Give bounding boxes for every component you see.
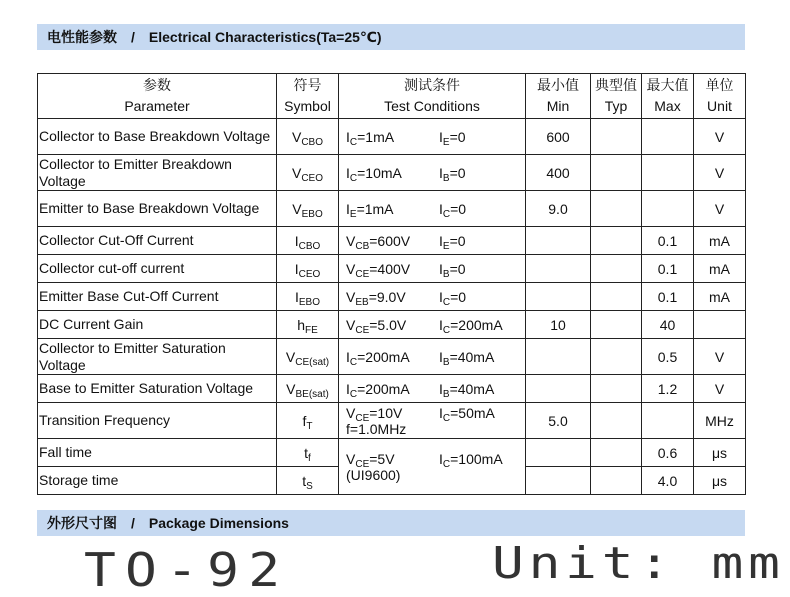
condition-subscript: CB [355, 240, 370, 252]
condition-1 [346, 380, 439, 400]
table-row [38, 155, 746, 191]
condition-symbol: V [346, 404, 356, 421]
parameter-cell: Collector to Emitter Saturation Voltage [38, 339, 277, 375]
condition-value: =9.0V [368, 288, 406, 305]
parameter-cell: Storage time [38, 467, 277, 495]
table-row [38, 403, 746, 439]
condition-subscript: C [442, 458, 451, 470]
parameter-cell: Collector to Emitter Breakdown Voltage [38, 155, 277, 191]
symbol-subscript: f [308, 452, 311, 464]
max-cell: 0.6 [642, 439, 694, 467]
condition-cell [339, 375, 526, 403]
parameter-cell: Emitter Base Cut-Off Current [38, 283, 277, 311]
column-header-en: Parameter [124, 98, 190, 114]
column-header-cn: 最大值 [646, 77, 689, 93]
condition-subscript: E [442, 240, 450, 252]
condition-subscript: CE [355, 412, 370, 424]
header-en: Electrical Characteristics(Ta=25℃) [148, 29, 382, 45]
condition-2 [439, 288, 467, 308]
condition-symbol: I [439, 380, 443, 397]
column-header-cn: 测试条件 [404, 77, 460, 93]
condition-symbol: V [346, 232, 356, 249]
condition-1 [346, 348, 439, 368]
symbol-main: t [304, 444, 309, 461]
condition-2 [439, 200, 467, 220]
condition-symbol: I [346, 200, 350, 217]
typ-cell [591, 375, 642, 403]
unit-cell: MHz [694, 403, 746, 439]
condition-symbol: I [439, 450, 443, 467]
package-label: TO-92 [84, 543, 290, 597]
typ-cell [591, 191, 642, 227]
typ-cell [591, 339, 642, 375]
typ-cell [591, 403, 642, 439]
typ-cell [591, 283, 642, 311]
symbol-cell [277, 467, 339, 495]
condition-2 [439, 164, 466, 184]
typ-cell [591, 467, 642, 495]
symbol-subscript: EBO [301, 208, 323, 220]
symbol-cell [277, 375, 339, 403]
header2-en: Package Dimensions [148, 515, 289, 531]
table-row [38, 283, 746, 311]
condition-value: =1mA [356, 200, 394, 217]
condition-symbol: V [346, 316, 356, 333]
condition-subscript: C [349, 388, 358, 400]
condition-subscript: E [442, 136, 450, 148]
symbol-subscript: S [306, 480, 313, 492]
condition-symbol: I [346, 380, 350, 397]
header-slash: / [131, 29, 135, 45]
table-row [38, 255, 746, 283]
condition-2 [439, 232, 466, 252]
min-cell: 10 [526, 311, 591, 339]
condition-subscript: B [442, 268, 450, 280]
column-header-en: Typ [604, 98, 628, 114]
condition-symbol: I [439, 260, 443, 277]
condition-symbol: I [439, 164, 443, 181]
condition-line-2: f=1.0MHz [346, 420, 407, 437]
header-cn: 电性能参数 [47, 29, 117, 45]
symbol-main: V [286, 380, 296, 397]
unit-cell: V [694, 375, 746, 403]
condition-symbol: I [346, 164, 350, 181]
symbol-cell [277, 255, 339, 283]
symbol-main: I [294, 288, 299, 305]
condition-value: =40mA [449, 348, 495, 365]
column-header-en: Max [654, 98, 681, 114]
condition-cell [339, 191, 526, 227]
symbol-subscript: CBO [298, 240, 321, 252]
condition-line [346, 450, 525, 470]
symbol-subscript: T [306, 420, 313, 432]
condition-1 [346, 128, 439, 148]
condition-subscript: C [349, 172, 358, 184]
parameter-cell: Fall time [38, 439, 277, 467]
symbol-subscript: CE(sat) [295, 356, 330, 368]
parameter-cell: Collector to Base Breakdown Voltage [38, 119, 277, 155]
column-header [694, 74, 746, 119]
symbol-cell [277, 227, 339, 255]
condition-line [346, 288, 525, 308]
min-cell [526, 283, 591, 311]
condition-symbol: I [346, 128, 350, 145]
max-cell: 40 [642, 311, 694, 339]
symbol-subscript: CEO [298, 268, 321, 280]
max-cell: 0.1 [642, 227, 694, 255]
min-cell [526, 255, 591, 283]
unit-cell: V [694, 155, 746, 191]
condition-subscript: CE [355, 324, 370, 336]
condition-2 [439, 260, 466, 280]
condition-value: =1mA [357, 128, 395, 145]
header2-cn: 外形尺寸图 [47, 515, 117, 531]
unit-cell: mA [694, 283, 746, 311]
column-header-cn: 参数 [143, 77, 171, 93]
condition-subscript: C [349, 356, 358, 368]
table-row [38, 339, 746, 375]
condition-subscript: EB [355, 296, 369, 308]
condition-value: =0 [449, 260, 466, 277]
condition-line [346, 260, 525, 280]
symbol-main: h [297, 316, 305, 333]
condition-value: =0 [449, 128, 466, 145]
condition-cell [339, 255, 526, 283]
condition-subscript: B [442, 172, 450, 184]
column-header-cn: 单位 [705, 77, 734, 93]
condition-value: =50mA [450, 404, 495, 421]
symbol-main: V [291, 164, 302, 181]
symbol-main: f [302, 412, 307, 429]
condition-cell [339, 403, 526, 439]
typ-cell [591, 439, 642, 467]
condition-value: =0 [450, 200, 467, 217]
package-dimensions-header [37, 510, 745, 536]
condition-subscript: C [349, 136, 358, 148]
condition-1 [346, 260, 439, 280]
condition-2 [439, 316, 503, 336]
condition-value: =100mA [450, 450, 503, 467]
parameter-cell: Collector cut-off current [38, 255, 277, 283]
condition-subscript: C [442, 296, 451, 308]
unit-cell: mA [694, 255, 746, 283]
condition-cell [339, 283, 526, 311]
typ-cell [591, 311, 642, 339]
unit-cell: V [694, 191, 746, 227]
condition-symbol: V [346, 260, 356, 277]
unit-cell: μs [694, 439, 746, 467]
symbol-cell [277, 311, 339, 339]
condition-cell [339, 119, 526, 155]
condition-symbol: I [439, 316, 443, 333]
table-row [38, 311, 746, 339]
parameter-cell: Transition Frequency [38, 403, 277, 439]
min-cell: 5.0 [526, 403, 591, 439]
column-header [526, 74, 591, 119]
condition-value: =400V [369, 260, 411, 277]
condition-2 [439, 380, 495, 400]
condition-value: =200mA [357, 348, 410, 365]
table-row [38, 439, 746, 467]
symbol-main: t [302, 472, 307, 489]
condition-symbol: V [346, 288, 356, 305]
unit-cell: V [694, 339, 746, 375]
condition-subscript: C [442, 324, 451, 336]
table-row [38, 191, 746, 227]
condition-1 [346, 200, 439, 220]
condition-value: =5V [369, 450, 395, 467]
symbol-main: V [291, 128, 302, 145]
condition-1 [346, 164, 439, 184]
condition-line-2: (UI9600) [346, 466, 401, 483]
condition-value: =600V [369, 232, 411, 249]
condition-line [346, 316, 525, 336]
parameter-cell: Collector Cut-Off Current [38, 227, 277, 255]
column-header [642, 74, 694, 119]
table-row [38, 375, 746, 403]
unit-cell: μs [694, 467, 746, 495]
condition-subscript: B [442, 388, 450, 400]
table-header-row [38, 74, 746, 119]
condition-line [346, 128, 525, 148]
electrical-characteristics-header [37, 24, 745, 50]
condition-subscript: CE [355, 268, 370, 280]
typ-cell [591, 227, 642, 255]
condition-line [346, 200, 525, 220]
min-cell [526, 375, 591, 403]
condition-line [346, 380, 525, 400]
column-header [277, 74, 339, 119]
max-cell: 0.1 [642, 255, 694, 283]
condition-value: =5.0V [369, 316, 407, 333]
symbol-cell [277, 119, 339, 155]
unit-cell: mA [694, 227, 746, 255]
condition-1 [346, 404, 439, 424]
typ-cell [591, 155, 642, 191]
typ-cell [591, 255, 642, 283]
min-cell [526, 339, 591, 375]
condition-value: =200mA [357, 380, 410, 397]
condition-line [346, 404, 525, 424]
symbol-cell [277, 191, 339, 227]
condition-cell [339, 339, 526, 375]
column-header-en: Min [546, 98, 570, 114]
table-row [38, 227, 746, 255]
max-cell: 0.1 [642, 283, 694, 311]
symbol-main: I [294, 232, 299, 249]
min-cell [526, 227, 591, 255]
column-header-cn: 符号 [293, 77, 322, 93]
condition-symbol: I [439, 288, 443, 305]
max-cell [642, 191, 694, 227]
table-row [38, 119, 746, 155]
condition-line [346, 164, 525, 184]
column-header-cn: 最小值 [537, 77, 579, 93]
condition-1 [346, 316, 439, 336]
condition-value: =10mA [357, 164, 402, 181]
max-cell [642, 155, 694, 191]
min-cell [526, 467, 591, 495]
symbol-main: I [294, 260, 299, 277]
column-header-en: Symbol [284, 98, 331, 114]
condition-line [346, 348, 525, 368]
symbol-subscript: EBO [298, 296, 320, 308]
condition-subscript: CE [355, 458, 370, 470]
condition-value: =200mA [450, 316, 503, 333]
spec-table [37, 73, 746, 495]
min-cell: 9.0 [526, 191, 591, 227]
max-cell [642, 119, 694, 155]
condition-symbol: I [346, 348, 350, 365]
symbol-cell [277, 339, 339, 375]
condition-2 [439, 348, 495, 368]
condition-1 [346, 232, 439, 252]
parameter-cell: Emitter to Base Breakdown Voltage [38, 191, 277, 227]
max-cell: 4.0 [642, 467, 694, 495]
condition-1 [346, 288, 439, 308]
symbol-subscript: CBO [301, 136, 323, 148]
condition-2 [439, 404, 495, 424]
condition-2 [439, 450, 503, 470]
condition-symbol: I [439, 128, 443, 145]
condition-symbol: I [439, 348, 443, 365]
condition-value: =40mA [449, 380, 495, 397]
symbol-cell [277, 155, 339, 191]
column-header [38, 74, 277, 119]
parameter-cell: DC Current Gain [38, 311, 277, 339]
symbol-subscript: CEO [301, 172, 323, 184]
min-cell [526, 439, 591, 467]
condition-subscript: E [349, 208, 357, 220]
symbol-subscript: BE(sat) [295, 388, 329, 400]
condition-value: =0 [449, 232, 466, 249]
symbol-main: V [292, 200, 302, 217]
max-cell [642, 403, 694, 439]
symbol-main: V [285, 348, 296, 365]
condition-line [346, 232, 525, 252]
column-header [339, 74, 526, 119]
unit-cell: V [694, 119, 746, 155]
condition-subscript: C [442, 208, 451, 220]
condition-cell [339, 311, 526, 339]
condition-2 [439, 128, 466, 148]
typ-cell [591, 119, 642, 155]
symbol-cell [277, 283, 339, 311]
max-cell: 0.5 [642, 339, 694, 375]
condition-cell [339, 227, 526, 255]
condition-subscript: B [442, 356, 450, 368]
column-header [591, 74, 642, 119]
symbol-cell [277, 439, 339, 467]
condition-value: =0 [449, 164, 466, 181]
condition-cell-merged [339, 439, 526, 495]
max-cell: 1.2 [642, 375, 694, 403]
condition-cell [339, 155, 526, 191]
condition-value: =10V [369, 404, 403, 421]
column-header-en: Test Conditions [384, 98, 480, 114]
column-header-cn: 典型值 [595, 77, 637, 93]
min-cell: 400 [526, 155, 591, 191]
column-header-en: Unit [707, 98, 732, 114]
symbol-subscript: FE [305, 324, 318, 336]
parameter-cell: Base to Emitter Saturation Voltage [38, 375, 277, 403]
header2-slash: / [131, 515, 135, 531]
min-cell: 600 [526, 119, 591, 155]
condition-1 [346, 450, 439, 470]
condition-symbol: V [346, 450, 356, 467]
condition-symbol: I [439, 232, 443, 249]
condition-subscript: C [442, 412, 451, 424]
condition-symbol: I [439, 200, 443, 217]
condition-value: =0 [450, 288, 467, 305]
condition-symbol: I [439, 404, 443, 421]
unit-label: Unit: mm [492, 538, 785, 589]
unit-cell [694, 311, 746, 339]
symbol-cell [277, 403, 339, 439]
